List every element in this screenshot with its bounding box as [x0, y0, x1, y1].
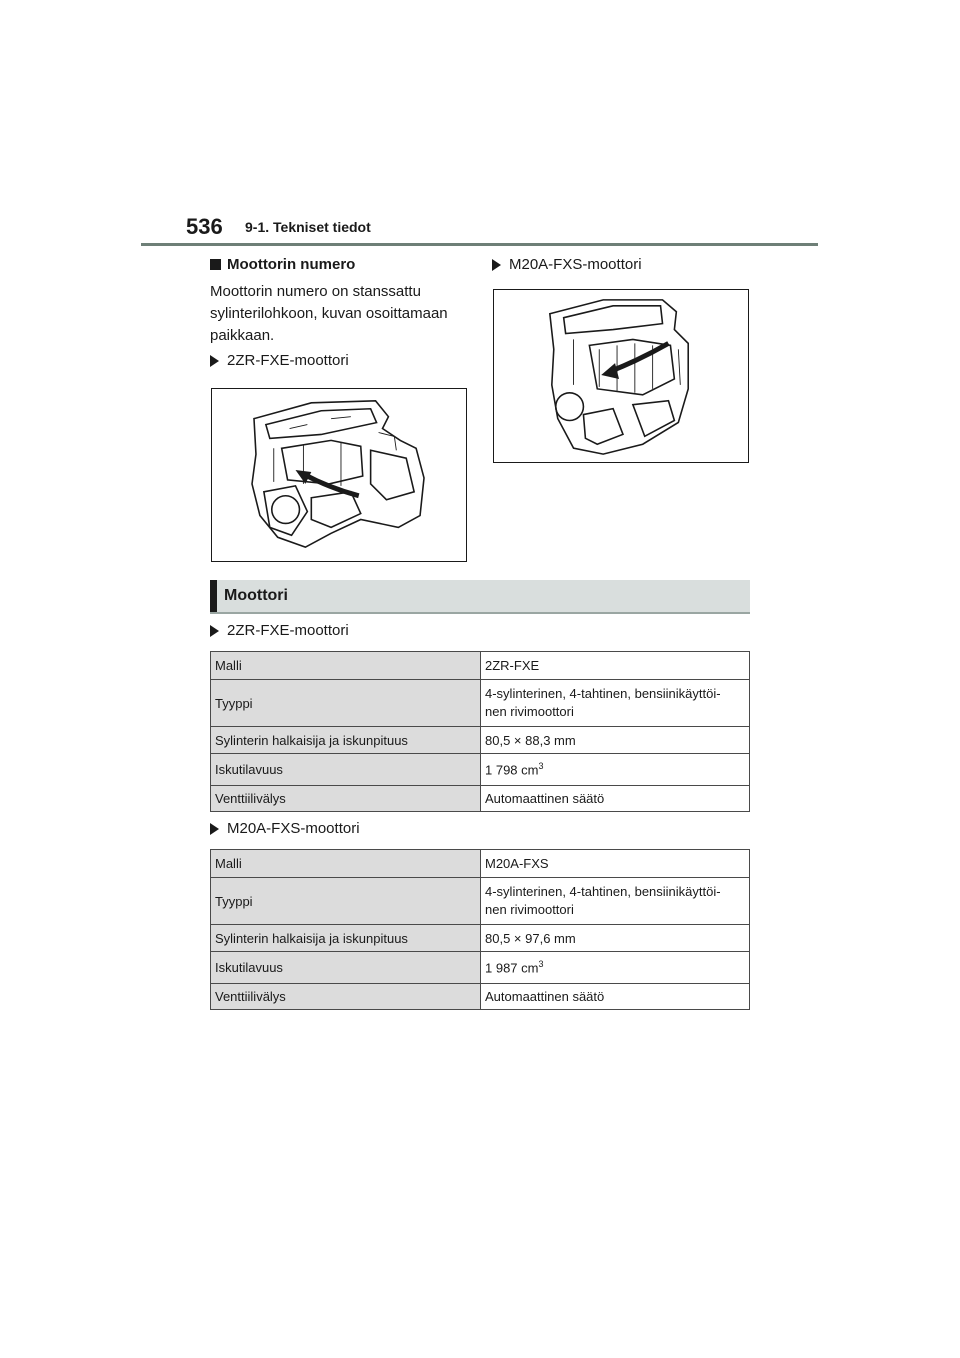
engine-section-heading-text: Moottori [224, 587, 288, 604]
triangle-bullet-icon [492, 259, 501, 271]
spec-table-m20a [210, 849, 750, 1010]
type-value-line-2: nen rivimoottori [485, 704, 574, 719]
table-row [211, 925, 750, 952]
table-key: Tyyppi [211, 680, 481, 727]
caption-table-2zr [210, 622, 349, 639]
caption-table-2zr-text: 2ZR-FXE-moottori [227, 622, 349, 639]
triangle-bullet-icon [210, 823, 219, 835]
displacement-value: 1 987 cm [485, 960, 539, 976]
engine-2zr-drawing [212, 389, 466, 561]
triangle-bullet-icon [210, 625, 219, 637]
engine-2zr-illustration [211, 388, 467, 562]
table-value: 80,5 × 97,6 mm [481, 925, 750, 952]
caption-2zr-figure-text: 2ZR-FXE-moottori [227, 352, 349, 369]
displacement-unit-exponent: 3 [538, 761, 544, 772]
heading-underline [210, 612, 750, 614]
table-value: M20A-FXS [481, 850, 750, 878]
type-value-line-1: 4-sylinterinen, 4-tahtinen, bensiinikäyttöi- [485, 686, 721, 701]
caption-table-m20a-text: M20A-FXS-moottori [227, 820, 360, 837]
engine-m20a-drawing [494, 290, 748, 462]
table-row [211, 850, 750, 878]
table-row [211, 754, 750, 786]
page-number: 536 [186, 214, 223, 239]
caption-2zr-figure [210, 352, 349, 369]
caption-table-m20a [210, 820, 360, 837]
table-row [211, 984, 750, 1010]
table-row [211, 652, 750, 680]
square-bullet-icon [210, 259, 221, 270]
table-value: Automaattinen säätö [481, 786, 750, 812]
table-key: Iskutilavuus [211, 952, 481, 984]
table-value [481, 680, 750, 727]
table-row [211, 786, 750, 812]
table-value: 80,5 × 88,3 mm [481, 727, 750, 754]
engine-number-heading [210, 256, 355, 273]
engine-number-heading-text: Moottorin numero [227, 256, 356, 273]
engine-m20a-illustration [493, 289, 749, 463]
caption-m20a-figure-text: M20A-FXS-moottori [509, 256, 642, 273]
table-key: Venttiilivälys [211, 786, 481, 812]
table-key: Sylinterin halkaisija ja iskunpituus [211, 925, 481, 952]
table-row [211, 727, 750, 754]
displacement-value: 1 798 cm [485, 762, 539, 778]
section-title: 9-1. Tekniset tiedot [245, 219, 371, 235]
table-value [481, 878, 750, 925]
header-divider [141, 243, 818, 246]
table-key: Tyyppi [211, 878, 481, 925]
table-key: Malli [211, 850, 481, 878]
triangle-bullet-icon [210, 355, 219, 367]
table-value: 2ZR-FXE [481, 652, 750, 680]
type-value-line-1: 4-sylinterinen, 4-tahtinen, bensiinikäyttöi- [485, 884, 721, 899]
table-key: Iskutilavuus [211, 754, 481, 786]
table-value [481, 754, 750, 786]
table-key: Sylinterin halkaisija ja iskunpituus [211, 727, 481, 754]
spec-table-2zr [210, 651, 750, 812]
displacement-unit-exponent: 3 [538, 959, 544, 970]
table-key: Malli [211, 652, 481, 680]
caption-m20a-figure [492, 256, 642, 273]
heading-accent [210, 580, 217, 612]
table-row [211, 952, 750, 984]
table-row [211, 680, 750, 727]
table-row [211, 878, 750, 925]
engine-number-body: Moottorin numero on stanssattu sylinterilohkoon, kuvan osoittamaan paikkaan. [210, 283, 448, 344]
type-value-line-2: nen rivimoottori [485, 902, 574, 917]
table-key: Venttiilivälys [211, 984, 481, 1010]
table-value: Automaattinen säätö [481, 984, 750, 1010]
table-value [481, 952, 750, 984]
engine-section-heading [210, 580, 750, 612]
